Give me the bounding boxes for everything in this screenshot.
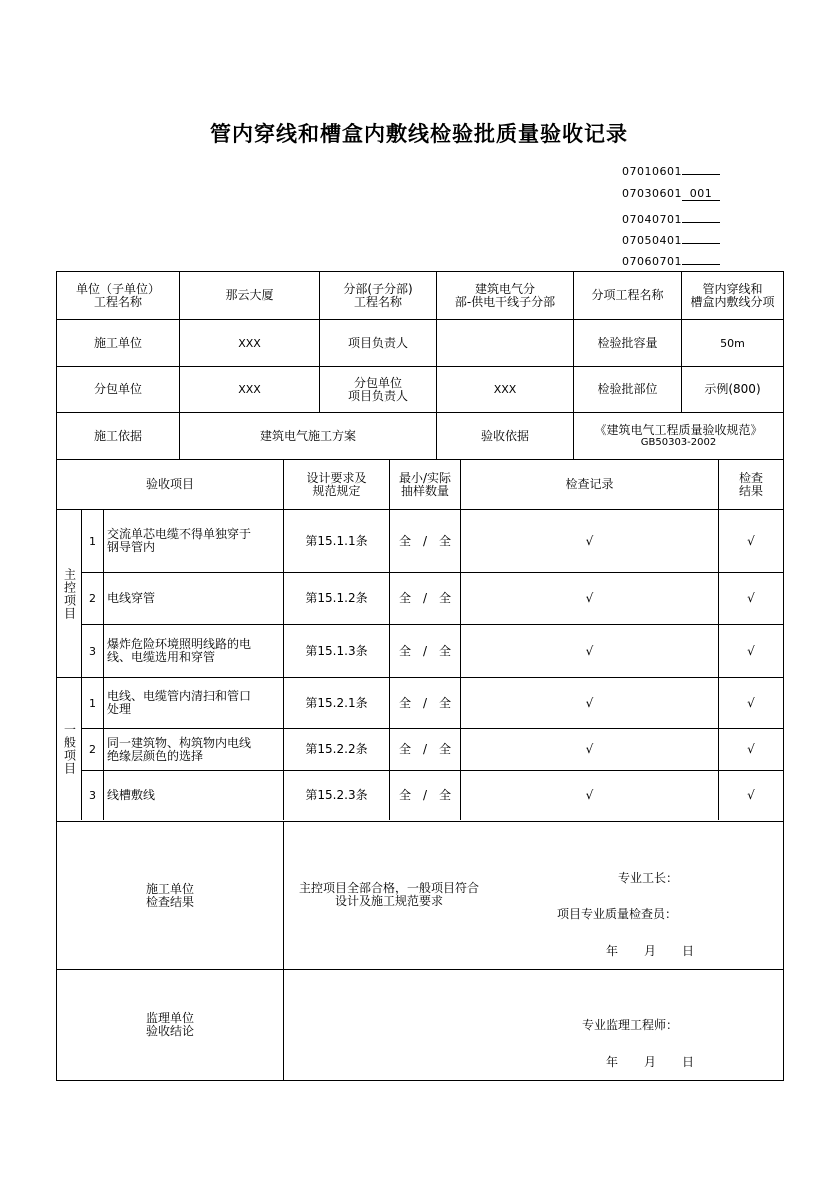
item-description: 线槽敷线 <box>107 788 156 802</box>
subitem-name-label: 分项工程名称 <box>591 288 664 302</box>
item-record: √ <box>585 695 594 710</box>
batch-location-label: 检验批部位 <box>597 382 658 396</box>
item-number: 1 <box>89 696 96 710</box>
item-description: 电线、电缆管内清扫和管口 处理 <box>107 689 252 716</box>
item-record: √ <box>585 591 594 605</box>
form-code-number: 07010601 <box>622 165 682 178</box>
form-code <box>622 187 720 201</box>
item-description: 同一建筑物、构筑物内电线 绝缘层颜色的选择 <box>107 735 252 763</box>
item-sample: 全 / 全 <box>398 643 452 658</box>
item-clause: 第15.2.3条 <box>305 788 368 802</box>
main-control-group-label: 主控项目 <box>62 567 77 620</box>
subitem-name-value: 管内穿线和 槽盒内敷线分项 <box>690 281 775 309</box>
form-code-number: 07060701 <box>622 255 682 268</box>
item-result: √ <box>747 643 755 658</box>
header-design: 设计要求及 规范规定 <box>306 470 367 498</box>
item-number: 3 <box>89 644 96 658</box>
unit-name-value: 那云大厦 <box>225 288 274 302</box>
form-code-number: 07040701 <box>622 213 682 226</box>
item-description: 电线穿管 <box>107 591 156 605</box>
item-sample: 全 / 全 <box>398 533 452 548</box>
item-number: 2 <box>89 743 96 756</box>
form-code <box>622 231 720 247</box>
form-code <box>622 210 720 226</box>
item-description: 交流单芯电缆不得单独穿于 钢导管内 <box>107 527 252 554</box>
item-clause: 第15.1.3条 <box>305 643 368 658</box>
general-group-label: 一般项目 <box>62 723 77 775</box>
supervising-engineer-signature-label: 专业监理工程师： <box>582 1018 679 1032</box>
acceptance-basis-value: 《建筑电气工程质量验收规范》 GB50303-2002 <box>594 423 763 448</box>
header-sample: 最小/实际 抽样数量 <box>398 470 452 498</box>
item-record: √ <box>585 788 594 802</box>
unit-name-label: 单位（子单位） 工程名称 <box>75 281 160 309</box>
item-clause: 第15.2.1条 <box>305 695 368 710</box>
subcontractor-value: XXX <box>238 383 261 396</box>
project-manager-value <box>437 320 573 366</box>
sub-pm-label: 分包单位 项目负责人 <box>347 375 408 403</box>
project-manager-label: 项目负责人 <box>347 335 408 350</box>
batch-capacity-label: 检验批容量 <box>597 335 658 350</box>
page-title: 管内穿线和槽盒内敷线检验批质量验收记录 <box>210 121 628 146</box>
form-code-suffix <box>682 231 720 244</box>
item-result: √ <box>747 742 755 756</box>
form-code <box>622 162 720 178</box>
acceptance-basis-label: 验收依据 <box>480 428 529 443</box>
inspection-items-table <box>56 460 784 822</box>
construction-conclusion: 主控项目全部合格，一般项目符合 设计及施工规范要求 <box>298 881 479 908</box>
form-code <box>622 252 720 268</box>
item-sample: 全 / 全 <box>398 591 452 605</box>
form-code-number: 07030601 <box>622 187 682 200</box>
item-number: 3 <box>89 789 96 802</box>
batch-capacity-value: 50m <box>720 336 745 350</box>
quality-inspector-signature-label: 项目专业质量检查员： <box>557 907 678 921</box>
contractor-value: XXX <box>238 336 261 350</box>
form-code-suffix <box>682 252 720 265</box>
construction-check-label: 施工单位 检查结果 <box>145 881 194 909</box>
item-result: √ <box>747 695 755 710</box>
form-code-number: 07050401 <box>622 234 682 247</box>
item-result: √ <box>747 533 755 548</box>
item-result: √ <box>747 591 755 605</box>
construction-basis-value: 建筑电气施工方案 <box>259 428 356 443</box>
item-record: √ <box>585 533 594 548</box>
item-result: √ <box>747 788 755 802</box>
contractor-label: 施工单位 <box>93 335 142 350</box>
item-description: 爆炸危险环境照明线路的电 线、电缆选用和穿管 <box>107 637 252 664</box>
subcontractor-label: 分包单位 <box>93 382 142 396</box>
item-clause: 第15.2.2条 <box>305 742 368 756</box>
item-number: 2 <box>89 592 96 605</box>
division-name-label: 分部(子分部) 工程名称 <box>343 281 413 309</box>
construction-check-section <box>56 821 784 970</box>
item-clause: 第15.1.2条 <box>305 591 368 605</box>
division-name-value: 建筑电气分 部-供电干线子分部 <box>454 281 556 309</box>
construction-basis-label: 施工依据 <box>93 428 142 443</box>
header-result: 检查 结果 <box>738 470 763 498</box>
construction-check-date: 年 月 日 <box>606 944 695 958</box>
foreman-signature-label: 专业工长： <box>618 871 679 885</box>
item-sample: 全 / 全 <box>398 788 452 802</box>
item-record: √ <box>585 643 594 658</box>
supervision-label: 监理单位 验收结论 <box>145 1011 194 1038</box>
project-info-table <box>56 271 784 460</box>
item-clause: 第15.1.1条 <box>305 533 368 548</box>
item-sample: 全 / 全 <box>398 742 452 756</box>
header-item: 验收项目 <box>145 477 194 491</box>
supervision-date: 年 月 日 <box>606 1055 695 1069</box>
header-record: 检查记录 <box>565 477 614 491</box>
form-code-suffix <box>682 162 720 175</box>
batch-location-value: 示例(800) <box>704 382 761 396</box>
form-code-suffix <box>682 210 720 223</box>
sub-pm-value: XXX <box>493 383 517 396</box>
item-record: √ <box>585 742 594 756</box>
form-code-suffix: 001 <box>682 188 720 201</box>
item-sample: 全 / 全 <box>398 695 452 710</box>
supervision-section <box>56 969 784 1081</box>
item-number: 1 <box>89 534 96 548</box>
